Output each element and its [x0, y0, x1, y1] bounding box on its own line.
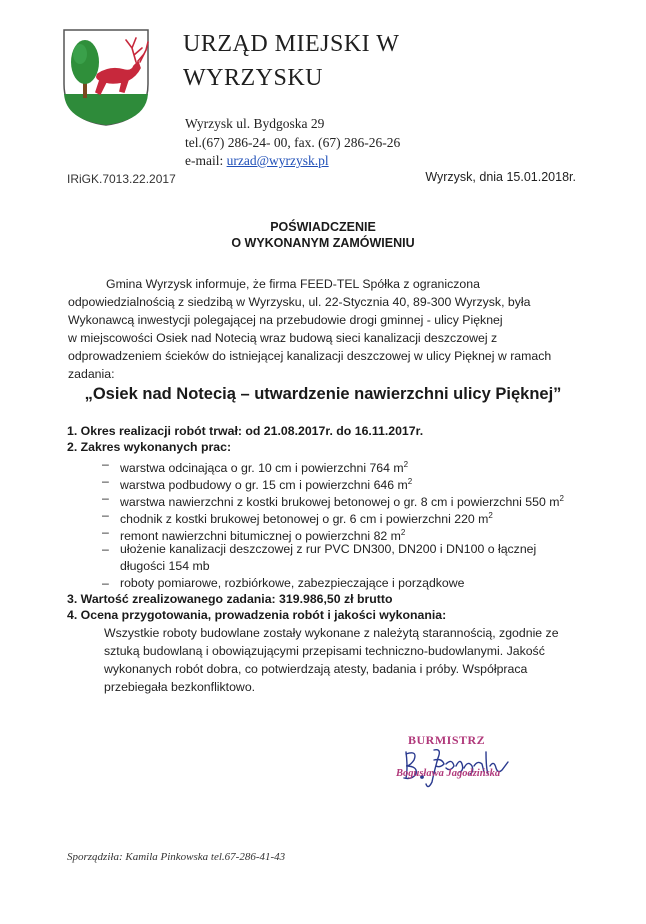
section-scope: 2. Zakres wykonanych prac:: [67, 440, 232, 454]
list-item: – warstwa odcinająca o gr. 10 cm i powierzchni 764 $m^2$: [102, 457, 409, 476]
place-date: Wyrzysk, dnia 15.01.2018r.: [425, 170, 576, 184]
document-title-line1: POŚWIADCZENIE: [270, 220, 376, 234]
office-phone: tel.(67) 286-24- 00, fax. (67) 286-26-26: [185, 135, 401, 150]
document-title-line2: O WYKONANYM ZAMÓWIENIU: [231, 236, 415, 250]
intro-line6: zadania:: [68, 367, 115, 381]
list-item: – chodnik z kostki brukowej betonowej o gr. 6 cm i powierzchni 220 $m^2$: [102, 508, 493, 527]
assessment-line2: sztuką budowlaną i obowiązującymi przepisami techniczno-budowlanymi. Jakość: [104, 644, 545, 658]
assessment-line4: przebiegała bezkonfliktowo.: [104, 680, 256, 694]
prepared-by: Sporządziła: Kamila Pinkowska tel.67-286-41-43: [67, 851, 286, 863]
intro-line2: odpowiedzialnością z siedzibą w Wyrzysku, ul. 22-Stycznia 40, 89-300 Wyrzysk, była: [68, 295, 531, 309]
stamp-name: Bogusława Jagodzińska: [396, 768, 501, 779]
assessment-line1: Wszystkie roboty budowlane zostały wykonane z należytą starannością, zgodnie ze: [104, 626, 559, 640]
section-assessment: 4. Ocena przygotowania, prowadzenia robót i jakości wykonania:: [67, 608, 447, 622]
email-link[interactable]: urzad@wyrzysk.pl: [226, 153, 329, 168]
list-item: – warstwa podbudowy o gr. 15 cm i powierzchni 646 $m^2$: [102, 474, 413, 493]
assessment-line3: wykonanych robót dobra, co potwierdzają atesty, badania i próby. Współpraca: [104, 662, 528, 676]
intro-line5: odprowadzeniem ścieków do istniejącej kanalizacji deszczowej w ulicy Pięknej w ramach: [68, 349, 552, 363]
coat-of-arms: [62, 28, 150, 126]
intro-line1: Gmina Wyrzysk informuje, że firma FEED-TEL Spółka z ograniczona: [106, 277, 480, 291]
office-address: Wyrzysk ul. Bydgoska 29: [185, 116, 325, 131]
intro-line3: Wykonawcą inwestycji polegającej na przebudowie drogi gminnej - ulicy Pięknej: [68, 313, 503, 327]
project-title: „Osiek nad Notecią – utwardzenie nawierzchni ulicy Pięknej”: [84, 385, 562, 403]
list-item: – warstwa nawierzchni z kostki brukowej betonowej o gr. 8 cm i powierzchni 550 $m^2$: [102, 491, 564, 510]
reference-number: IRiGK.7013.22.2017: [67, 172, 176, 186]
list-item: – ułożenie kanalizacji deszczowej z rur PVC DN300, DN200 i DN100 o łącznej długości 154 mb: [102, 542, 537, 573]
office-name-line1: URZĄD MIEJSKI W: [183, 31, 400, 57]
office-name: [183, 27, 513, 95]
office-name-line2: WYRZYSKU: [183, 65, 323, 91]
section-period: 1. Okres realizacji robót trwał: od 21.08.2017r. do 16.11.2017r.: [67, 424, 424, 438]
intro-line4: w miejscowości Osiek nad Notecią wraz budową sieci kanalizacji deszczowej z: [68, 331, 498, 345]
office-email-line: [185, 153, 329, 169]
list-item: – roboty pomiarowe, rozbiórkowe, zabezpieczające i porządkowe: [102, 576, 465, 590]
list-item: – remont nawierzchni bitumicznej o powierzchni 82 $m^2$: [102, 525, 406, 544]
email-label: e-mail:: [185, 153, 227, 168]
handwritten-signature: [398, 738, 528, 796]
section-value: 3. Wartość zrealizowanego zadania: 319.986,50 zł brutto: [67, 592, 393, 606]
stamp-title: BURMISTRZ: [408, 733, 486, 747]
